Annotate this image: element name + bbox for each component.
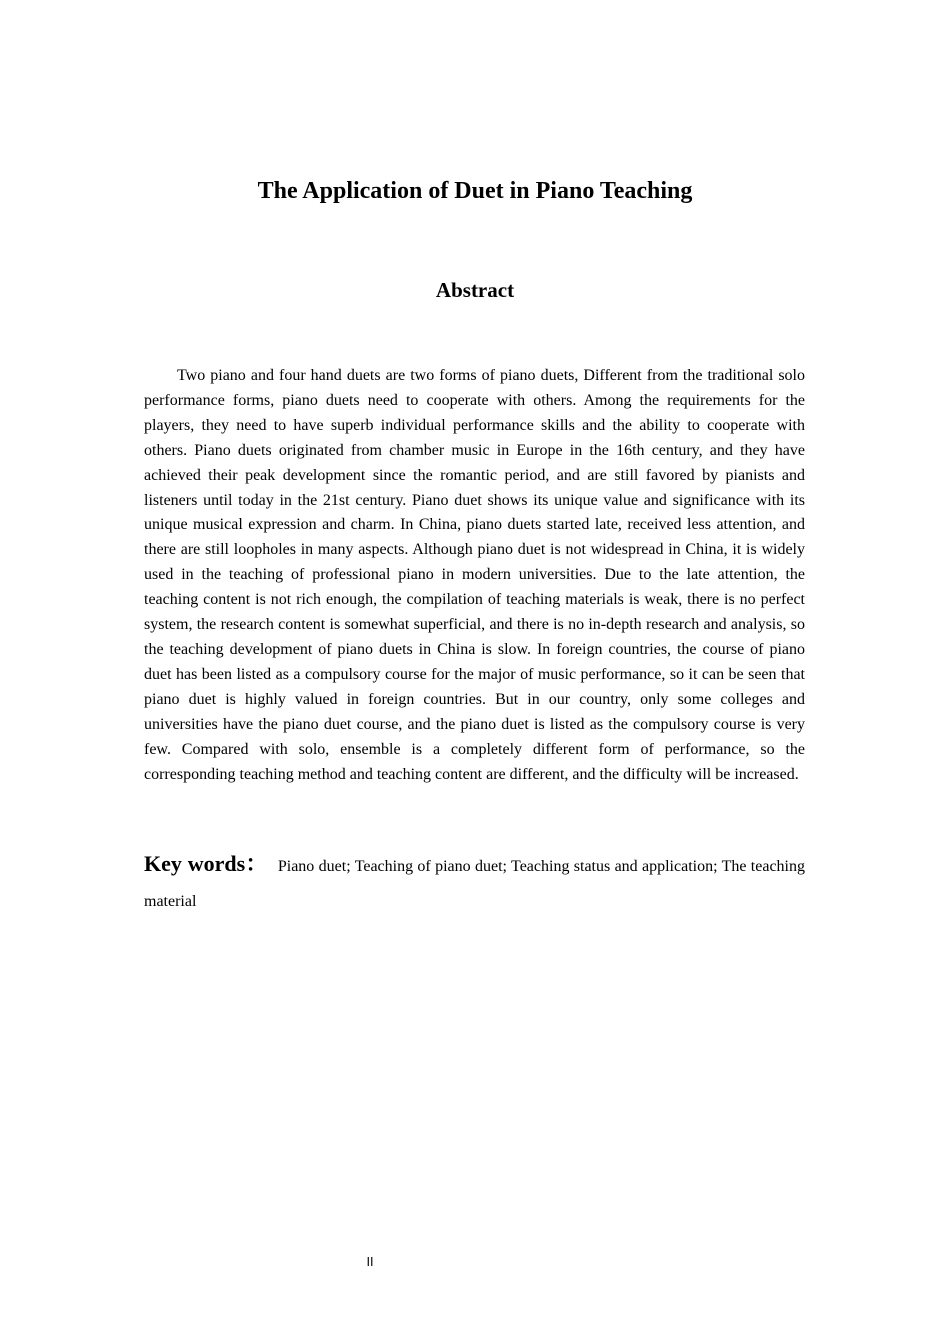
keywords-section	[144, 846, 805, 919]
keywords-label: Key words：	[144, 851, 268, 876]
document-title: The Application of Duet in Piano Teaching	[257, 178, 693, 204]
page-number: II	[366, 1255, 374, 1269]
abstract-paragraph: Two piano and four hand duets are two forms of piano duets, Different from the traditional solo performance forms, piano duets need to cooperate with others. Among the requirements for the players, they need to have superb individual performance skills and the ability to cooperate with others. Piano duets originated from chamber music in Europe in the 16th century, and they have achieved their peak development since the romantic period, and are still favored by pianists and listeners until today in the 21st century. Piano duet shows its unique value and significance with its unique musical expression and charm. In China, piano duets started late, received less attention, and there are still loopholes in many aspects. Although piano duet is not widespread in China, it is widely used in the teaching of professional piano in modern universities. Due to the late attention, the teaching content is not rich enough, the compilation of teaching materials is weak, there is no perfect system, the research content is somewhat superficial, and there is no in-depth research and analysis, so the teaching development of piano duets in China is slow. In foreign countries, the course of piano duet has been listed as a compulsory course for the major of music performance, so it can be seen that piano duet is highly valued in foreign countries. But in our country, only some colleges and universities have the piano duet course, and the piano duet is listed as the compulsory course is very few. Compared with solo, ensemble is a completely different form of performance, so the corresponding teaching method and teaching content are different, and the difficulty will be increased.	[144, 367, 805, 783]
keywords-list: Piano duet; Teaching of piano duet; Teaching status and application; The teaching material	[144, 858, 806, 910]
abstract-heading: Abstract	[435, 278, 515, 302]
